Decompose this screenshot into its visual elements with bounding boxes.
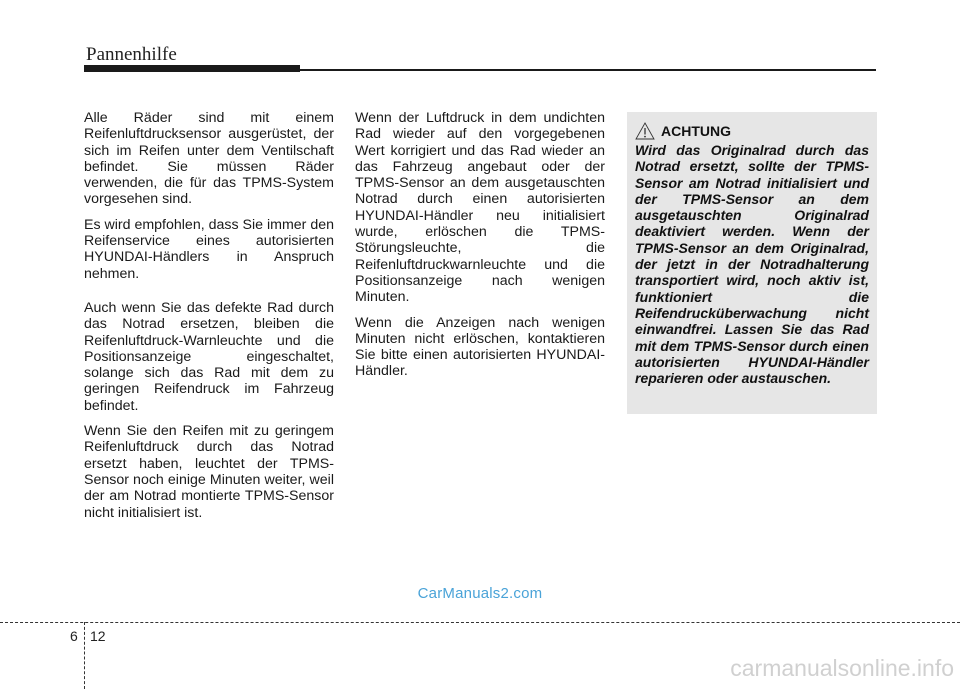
paragraph: Alle Räder sind mit einem Reifenluftdrucksensor ausgerüstet, der sich im Reifen unter dem Ventilschaft befindet. Sie müssen Räder verwenden, die für das TPMS-System vorgesehen sind. bbox=[84, 110, 334, 208]
paragraph: Auch wenn Sie das defekte Rad durch das Notrad ersetzen, bleiben die Reifenluftdruck-Warnleuchte und die Positionsanzeige eingeschaltet, solange sich das Rad mit dem zu geringen Reifendruck im Fahrzeug befindet. bbox=[84, 299, 334, 414]
header-rule-thin bbox=[300, 69, 876, 71]
text-column-middle bbox=[355, 110, 605, 389]
chapter-number: 6 bbox=[70, 628, 78, 644]
warning-title: ACHTUNG bbox=[661, 123, 731, 139]
footer-site-watermark: carmanualsonline.info bbox=[730, 655, 954, 681]
paragraph: Wenn der Luftdruck in dem undichten Rad wieder auf den vorgegebenen Wert korrigiert und das Rad wieder an das Fahrzeug angebaut oder der TPMS-Sensor an dem ausgetauschten Notrad durch einen autorisierten HYUNDAI-Händler neu initialisiert wurde, erlöschen die TPMS-Störungsleuchte, die Reifenluftdruckwarnleuchte und die Positionsanzeige nach wenigen Minuten. bbox=[355, 110, 605, 306]
warning-triangle-icon bbox=[635, 122, 661, 140]
warning-header bbox=[635, 121, 731, 141]
page-header-title: Pannenhilfe bbox=[86, 44, 177, 65]
footer-vertical-divider bbox=[84, 622, 85, 689]
warning-box bbox=[627, 112, 877, 414]
text-column-left bbox=[84, 110, 334, 530]
paragraph: Es wird empfohlen, dass Sie immer den Reifenservice eines autorisierten HYUNDAI-Händlers in Anspruch nehmen. bbox=[84, 216, 334, 282]
warning-text: Wird das Originalrad durch das Notrad ersetzt, sollte der TPMS-Sensor am Notrad initialisiert und der TPMS-Sensor an dem ausgetauschten Originalrad deaktiviert werden. Wenn der TPMS-Sensor an dem Originalrad, der jetzt in der Notradhalterung transportiert wird, noch aktiv ist, funktioniert die Reifendrucküberwachung nicht einwandfrei. Lassen Sie das Rad mit dem TPMS-Sensor durch einen autorisierten HYUNDAI-Händler reparieren oder austauschen. bbox=[635, 142, 869, 387]
header-rule-thick bbox=[84, 65, 300, 72]
watermark-link[interactable]: CarManuals2.com bbox=[417, 585, 543, 602]
paragraph: Wenn die Anzeigen nach wenigen Minuten nicht erlöschen, kontaktieren Sie bitte einen autorisierten HYUNDAI-Händler. bbox=[355, 314, 605, 380]
paragraph: Wenn Sie den Reifen mit zu geringem Reifenluftdruck durch das Notrad ersetzt haben, leuchtet der TPMS-Sensor noch einige Minuten weiter, weil der am Notrad montierte TPMS-Sensor nicht initialisiert ist. bbox=[84, 423, 334, 521]
footer-divider bbox=[0, 622, 960, 623]
page-number: 12 bbox=[90, 628, 106, 644]
